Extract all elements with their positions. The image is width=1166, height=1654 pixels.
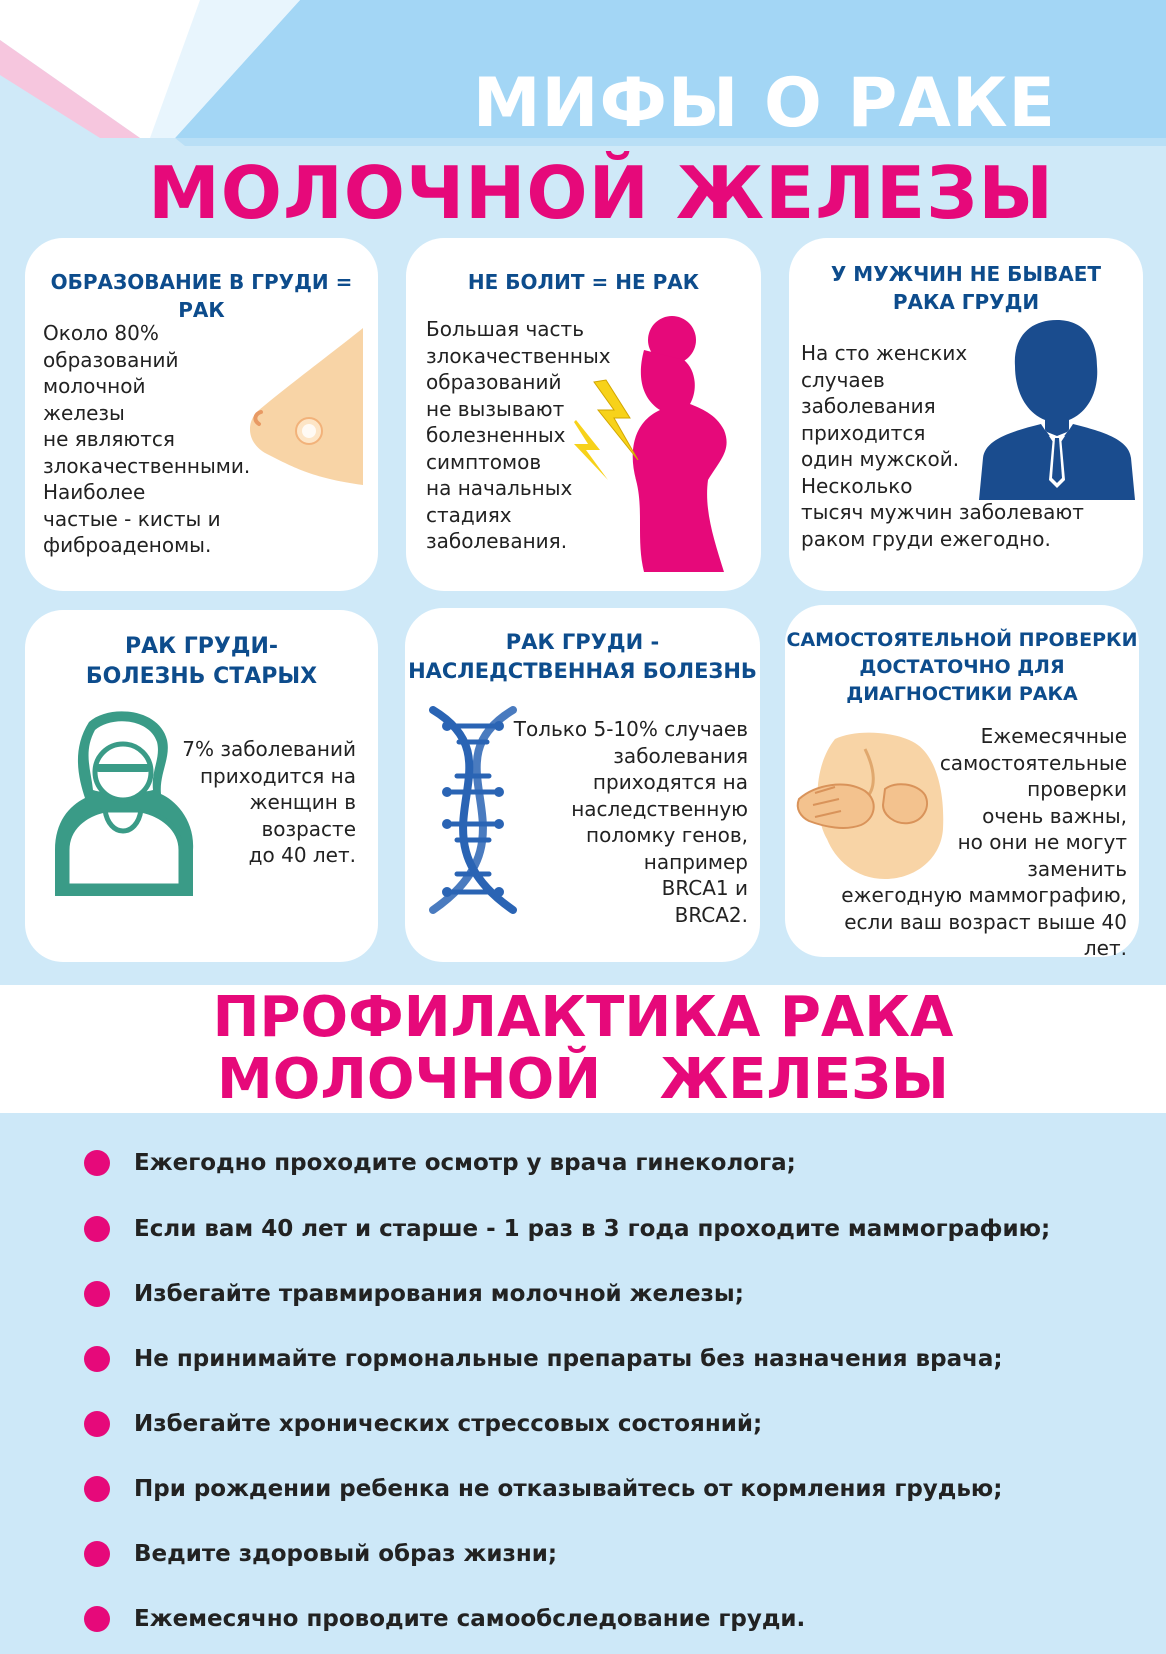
- breast-icon: [245, 328, 370, 488]
- myth-title: У МУЖЧИН НЕ БЫВАЕТ РАКА ГРУДИ: [830, 262, 1102, 314]
- main-title-line2: МОЛОЧНОЙ ЖЕЛЕЗЫ: [148, 151, 1054, 235]
- bullet-dot-icon: [84, 1411, 110, 1437]
- prevention-title-line2: МОЛОЧНОЙ ЖЕЛЕЗЫ: [217, 1047, 949, 1112]
- list-item: [84, 1409, 762, 1439]
- tip-text: Избегайте травмирования молочной железы;: [134, 1281, 744, 1307]
- tip-text: Ежегодно проходите осмотр у врача гинеколога;: [134, 1150, 796, 1176]
- myth-card-6: [785, 605, 1139, 960]
- prevention-title-band: [0, 985, 1166, 1113]
- myth-text: Только 5-10% случаев заболевания приходятся на наследственную поломку генов, например BRCA1 и BRCA2.: [513, 717, 748, 927]
- tip-text: Избегайте хронических стрессовых состояний;: [134, 1411, 763, 1437]
- tip-text: Ведите здоровый образ жизни;: [134, 1541, 558, 1567]
- prevention-tips-list: [0, 1113, 1166, 1654]
- bullet-dot-icon: [84, 1606, 110, 1632]
- list-item: [84, 1474, 1002, 1504]
- myth-card-3: [789, 238, 1143, 591]
- prevention-title-line1: ПРОФИЛАКТИКА РАКА: [212, 985, 954, 1050]
- main-title-line1: МИФЫ О РАКЕ: [472, 64, 1056, 143]
- self-exam-icon: [795, 729, 955, 879]
- myth-text: Ежемесячные самостоятельные проверки очень важны, но они не могут заменить ежегодную маммографию, если ваш возраст выше 40 лет.: [841, 724, 1127, 960]
- bullet-dot-icon: [84, 1476, 110, 1502]
- prevention-title: [0, 985, 1166, 1111]
- elderly-woman-icon: [49, 710, 197, 902]
- list-item: [84, 1344, 1003, 1374]
- bullet-dot-icon: [84, 1346, 110, 1372]
- myth-title: САМОСТОЯТЕЛЬНОЙ ПРОВЕРКИ ДОСТАТОЧНО ДЛЯ ДИАГНОСТИКИ РАКА: [786, 629, 1138, 705]
- myth-text: Большая часть злокачественных образований не вызывают болезненных симптомов на начальных стадиях заболевания.: [426, 317, 611, 553]
- myth-card-4: [25, 610, 378, 962]
- myth-title: РАК ГРУДИ- БОЛЕЗНЬ СТАРЫХ: [85, 634, 318, 689]
- bullet-dot-icon: [84, 1281, 110, 1307]
- myth-card-2: [406, 238, 761, 591]
- myth-card-1: [25, 238, 378, 591]
- tip-text: Ежемесячно проводите самообследование груди.: [134, 1606, 806, 1632]
- myth-text: На сто женских случаев заболевания приходится один мужской. Несколько тысяч мужчин заболевают раком груди ежегодно.: [801, 341, 1084, 551]
- myth-title: ОБРАЗОВАНИЕ В ГРУДИ = РАК: [50, 270, 353, 322]
- list-item: [84, 1279, 744, 1309]
- list-item: [84, 1604, 805, 1634]
- myth-card-5: [405, 608, 760, 962]
- tip-text: При рождении ребенка не отказывайтесь от кормления грудью;: [134, 1476, 1003, 1502]
- bullet-dot-icon: [84, 1150, 110, 1176]
- bullet-dot-icon: [84, 1541, 110, 1567]
- list-item: [84, 1214, 1050, 1244]
- man-silhouette-icon: [969, 320, 1135, 500]
- tip-text: Если вам 40 лет и старше - 1 раз в 3 года проходите маммографию;: [134, 1216, 1051, 1242]
- myth-text: Около 80% образований молочной железы не являются злокачественными. Наиболее частые - кисты и фиброаденомы.: [43, 321, 251, 557]
- myth-title: РАК ГРУДИ - НАСЛЕДСТВЕННАЯ БОЛЕЗНЬ: [408, 630, 757, 683]
- list-item: [84, 1148, 796, 1178]
- tip-text: Не принимайте гормональные препараты без назначения врача;: [134, 1346, 1003, 1372]
- dna-icon: [413, 704, 533, 914]
- bullet-dot-icon: [84, 1216, 110, 1242]
- myth-title: НЕ БОЛИТ = НЕ РАК: [467, 270, 700, 294]
- list-item: [84, 1539, 557, 1569]
- woman-pain-icon: [574, 310, 754, 580]
- myth-text: 7% заболеваний приходится на женщин в возрасте до 40 лет.: [182, 737, 356, 867]
